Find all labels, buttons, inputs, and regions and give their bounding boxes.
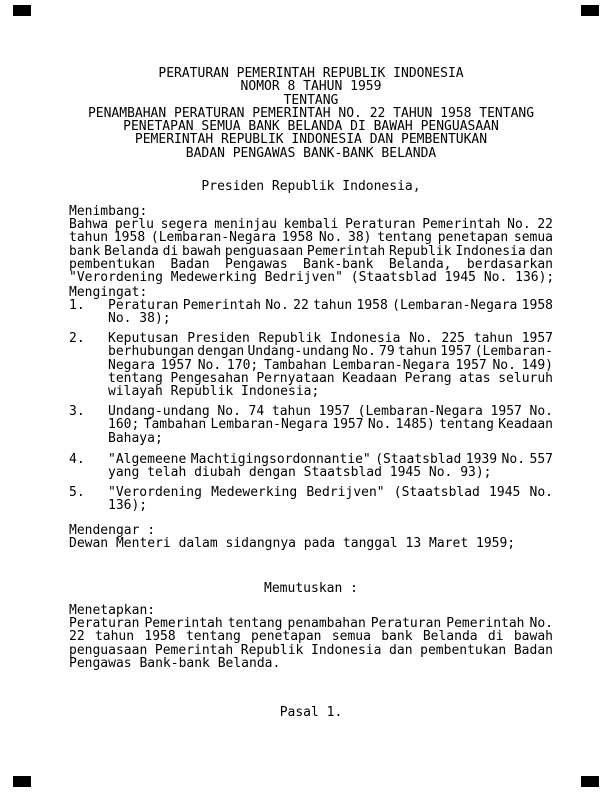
text-line: No. 38); [108, 311, 171, 327]
text-line: Bahaya; [108, 430, 163, 446]
text-line: Bahwa perlu segera meninjau kembali Peraturan Pemerintah No. 22 [69, 217, 553, 232]
presiden-line [69, 180, 553, 193]
text-line: Peraturan Pemerintah tentang penambahan Peraturan Pemerintah No. [69, 616, 554, 631]
text-line: Undang-undang No. 74 tahun 1957 (Lembaran-Negara 1957 No. [108, 404, 553, 419]
text-line: "Algemeene Machtigingsordonnantie" (Staatsblad 1939 No. 557 [108, 452, 553, 467]
text-line: Dewan Menteri dalam sidangnya pada tanggal 13 Maret 1959; [69, 536, 516, 552]
mengingat-item-5 [69, 486, 553, 513]
text-line: wilayah Republik Indonesia; [108, 384, 320, 400]
mengingat-item-2 [69, 332, 553, 398]
mengingat-item-3 [69, 405, 553, 445]
text-line: 136); [108, 498, 148, 514]
text-line: yang telah diubah dengan Staatsblad 1945 No. 93); [108, 465, 492, 481]
text-line: bank Belanda di bawah penguasaan Pemerintah Republik Indonesia dan [69, 243, 553, 259]
crop-mark-bottom-left [13, 776, 31, 787]
title-block [69, 67, 553, 160]
mendengar-block [69, 524, 553, 551]
pasal-1-heading [69, 706, 553, 719]
text-line: Menetapkan: [69, 603, 156, 618]
item-number: 5. [69, 485, 85, 500]
text-line: "Verordening Medewerking Bedrijven" (Staatsblad 1945 No. 136); [69, 270, 555, 286]
text-line: Mendengar : [69, 523, 156, 538]
text-line: 160; Tambahan Lembaran-Negara 1957 No. 1485) tentang Keadaan [108, 417, 553, 433]
text-line: Presiden Republik Indonesia, [201, 179, 421, 194]
text-line: Negara 1957 No. 170; Tambahan Lembaran-Negara 1957 No. 149) [108, 357, 553, 373]
text-line: 22 tahun 1958 tentang penetapan semua bank Belanda di bawah [69, 629, 553, 645]
text-line: pembentukan Badan Pengawas Bank-bank Belanda, berdasarkan [69, 256, 553, 272]
item-number: 3. [69, 404, 85, 419]
text-line: PENAMBAHAN PERATURAN PEMERINTAH NO. 22 TAHUN 1958 TENTANG [87, 105, 535, 121]
item-number: 1. [69, 298, 85, 313]
memutuskan-line [69, 582, 553, 595]
menetapkan-paragraph [69, 617, 553, 670]
item-number: 4. [69, 452, 85, 467]
crop-mark-top-left [13, 5, 31, 16]
mengingat-item-4 [69, 453, 553, 480]
crop-mark-bottom-right [581, 776, 599, 787]
text-line: PERATURAN PEMERINTAH REPUBLIK INDONESIA [158, 66, 464, 81]
text-line: TENTANG [283, 92, 339, 108]
text-line: berhubungan dengan Undang-undang No. 79 tahun 1957 (Lembaran- [108, 344, 553, 360]
text-line: Pengawas Bank-bank Belanda. [69, 655, 281, 671]
text-line: BADAN PENGAWAS BANK-BANK BELANDA [185, 145, 437, 161]
text-line: Peraturan Pemerintah No. 22 tahun 1958 (Lembaran-Negara 1958 [108, 298, 553, 313]
text-line: penguasaan Pemerintah Republik Indonesia dan pembentukan Badan [69, 642, 553, 658]
text-line: NOMOR 8 TAHUN 1959 [240, 79, 382, 95]
text-line: Menimbang: [69, 204, 148, 219]
text-line: tentang Pengesahan Pernyataan Keadaan Perang atas seluruh [108, 370, 553, 386]
crop-mark-top-right [581, 5, 599, 16]
text-line: PEMERINTAH REPUBLIK INDONESIA DAN PEMBENTUKAN [134, 132, 488, 148]
text-line: Pasal 1. [279, 705, 343, 720]
text-line: Keputusan Presiden Republik Indonesia No. 225 tahun 1957 [108, 331, 553, 346]
text-line: "Verordening Medewerking Bedrijven" (Staatsblad 1945 No. [108, 485, 553, 500]
text-line: Mengingat: [69, 285, 148, 300]
text-line: tahun 1958 (Lembaran-Negara 1958 No. 38) tentang penetapan semua [69, 230, 553, 246]
mengingat-item-1 [69, 299, 553, 326]
item-number: 2. [69, 331, 85, 346]
menimbang-paragraph [69, 218, 553, 284]
text-line: Memutuskan : [264, 581, 358, 596]
text-line: PENETAPAN SEMUA BANK BELANDA DI BAWAH PENGUASAAN [123, 119, 499, 135]
